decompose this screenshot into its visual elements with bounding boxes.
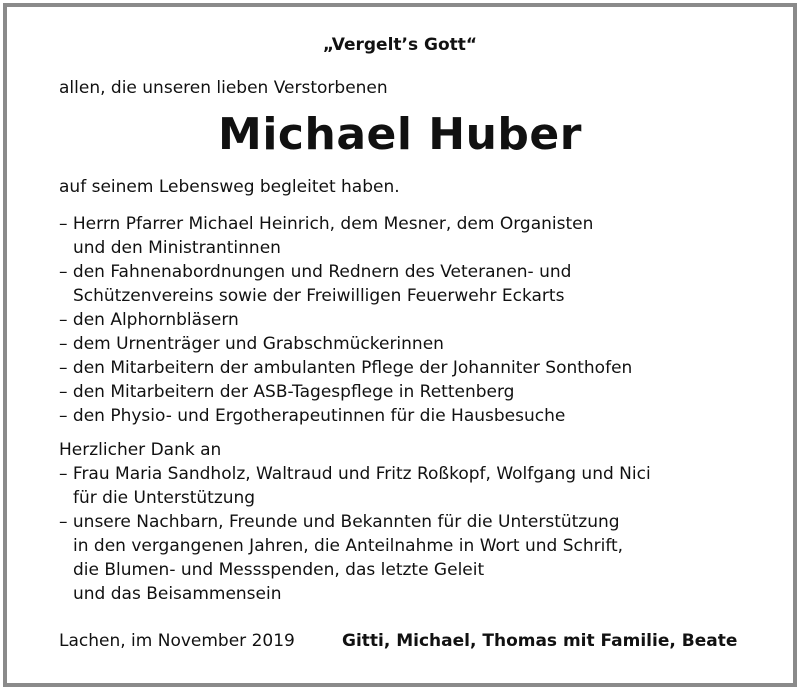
family-signature: Gitti, Michael, Thomas mit Familie, Beate	[342, 631, 738, 651]
thanks-list-item: – den Fahnenabordnungen und Rednern des Veteranen- und	[59, 262, 572, 282]
place-and-date: Lachen, im November 2019	[59, 631, 295, 651]
notice-heading: „Vergelt’s Gott“	[322, 35, 478, 55]
special-thanks-item-continuation: die Blumen- und Messspenden, das letzte Geleit	[73, 560, 485, 580]
thanks-list-item: – den Mitarbeitern der ambulanten Pflege der Johanniter Sonthofen	[59, 358, 633, 378]
thanks-list-item: – Herrn Pfarrer Michael Heinrich, dem Mesner, dem Organisten	[59, 214, 594, 234]
deceased-name: Michael Huber	[218, 109, 582, 160]
special-thanks-heading: Herzlicher Dank an	[59, 440, 222, 460]
thanks-list-item: – den Alphornbläsern	[59, 310, 239, 330]
special-thanks-item-continuation: für die Unterstützung	[73, 488, 256, 508]
thanks-list-item: – den Mitarbeitern der ASB-Tagespflege in Rettenberg	[59, 382, 515, 402]
special-thanks-item-continuation: und das Beisammensein	[73, 584, 282, 604]
thanks-list-item: – dem Urnenträger und Grabschmückerinnen	[59, 334, 444, 354]
after-name-text: auf seinem Lebensweg begleitet haben.	[59, 177, 400, 197]
thanks-list-item-continuation: Schützenvereins sowie der Freiwilligen Feuerwehr Eckarts	[73, 286, 565, 306]
intro-text: allen, die unseren lieben Verstorbenen	[59, 78, 388, 98]
special-thanks-item: – Frau Maria Sandholz, Waltraud und Fritz Roßkopf, Wolfgang und Nici	[59, 464, 651, 484]
special-thanks-item-continuation: in den vergangenen Jahren, die Anteilnahme in Wort und Schrift,	[73, 536, 624, 556]
thanks-list-item: – den Physio- und Ergotherapeutinnen für die Hausbesuche	[59, 406, 566, 426]
special-thanks-item: – unsere Nachbarn, Freunde und Bekannten für die Unterstützung	[59, 512, 620, 532]
thanks-list-item-continuation: und den Ministrantinnen	[73, 238, 281, 258]
